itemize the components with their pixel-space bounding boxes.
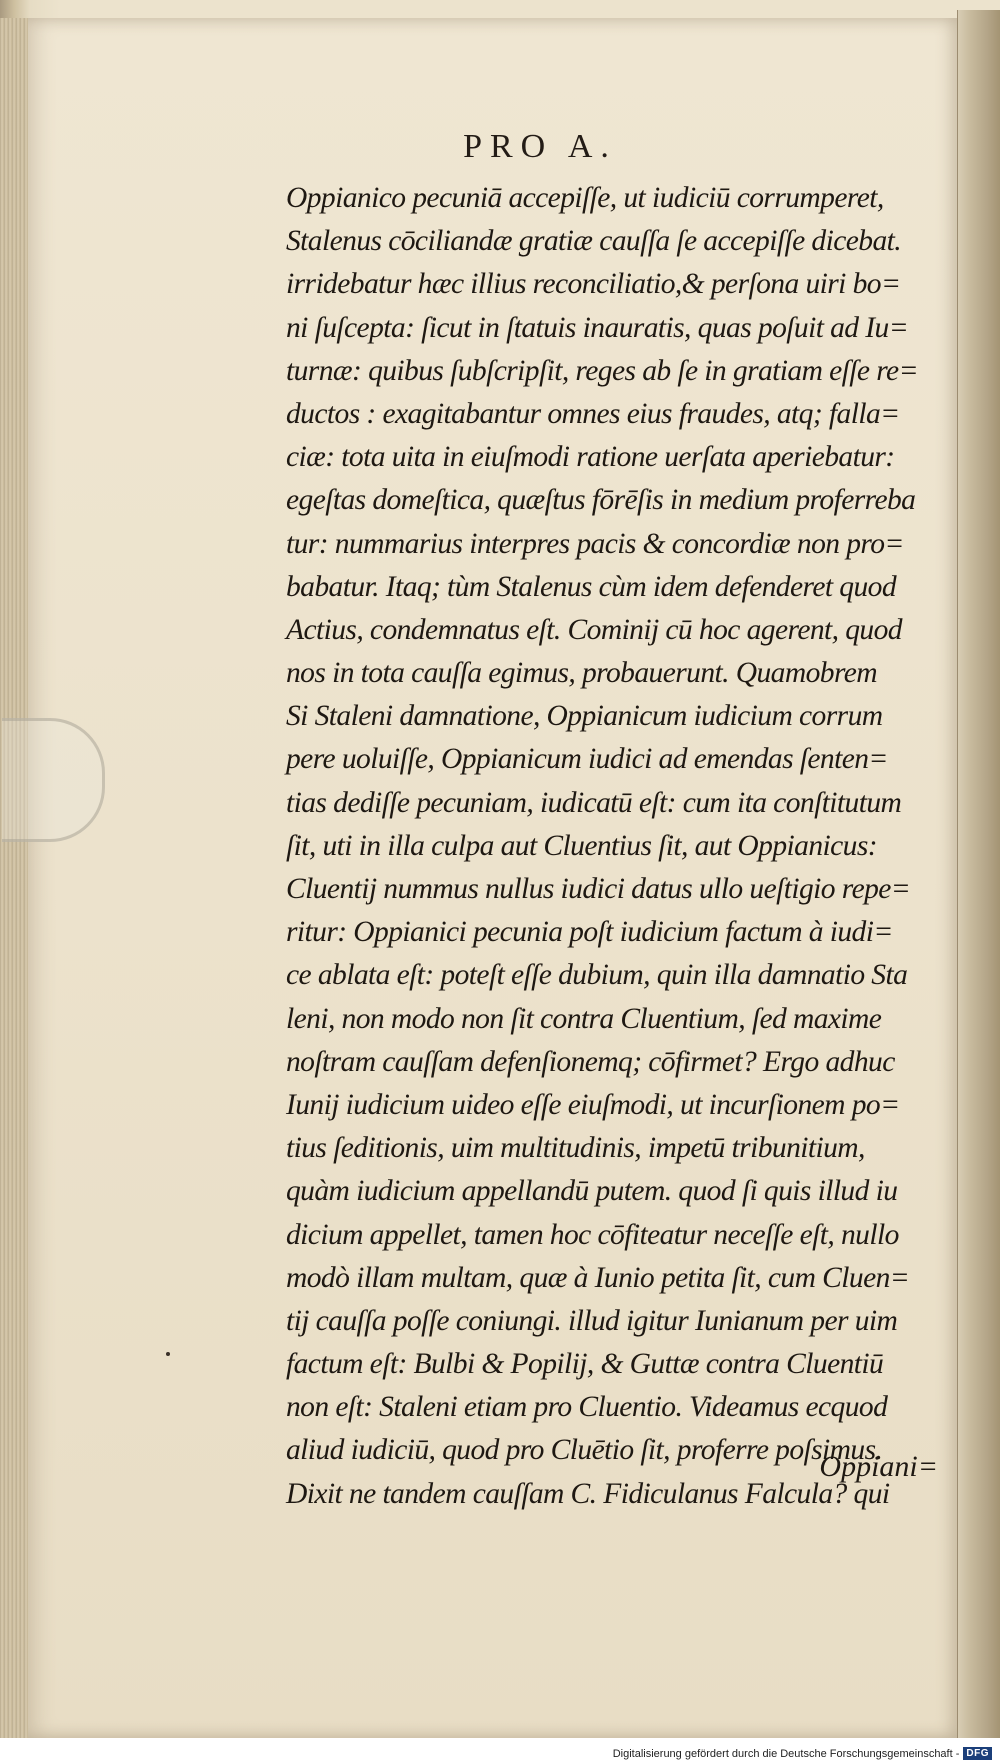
text-line: tius ſeditionis, uim multitudinis, impetū tribunitium, <box>286 1131 865 1165</box>
text-line: ce ablata eſt: poteſt eſſe dubium, quin illa damnatio Sta <box>286 958 908 992</box>
text-line: Oppianico pecuniā accepiſſe, ut iudiciū corrumperet, <box>286 181 884 214</box>
text-line: ni ſuſcepta: ſicut in ſtatuis inauratis, quas poſuit ad Iu= <box>286 310 909 344</box>
page-edge-left <box>0 18 31 1738</box>
text-line: dicium appellet, tamen hoc cōfiteatur neceſſe eſt, nullo <box>286 1217 899 1251</box>
footer-strip <box>0 1738 1000 1764</box>
text-line: quàm iudicium appellandū putem. quod ſi quis illud iu <box>286 1174 898 1208</box>
text-line: ductos : exagitabantur omnes eius fraudes, atq; falla= <box>286 396 900 430</box>
text-line: pere uoluiſſe, Oppianicum iudici ad emendas ſenten= <box>286 742 888 776</box>
book-clasp <box>2 718 105 842</box>
text-line: babatur. Itaq; tùm Stalenus cùm idem defenderet quod <box>286 569 897 603</box>
text-line: nos in tota cauſſa egimus, probauerunt. Quamobrem <box>286 656 878 690</box>
body-text <box>286 176 956 1515</box>
text-line: egeſtas domeſtica, quæſtus fōrēſis in medium proferreba <box>286 483 916 517</box>
text-line: ritur: Oppianici pecunia poſt iudicium factum à iudi= <box>286 915 893 949</box>
text-line: aliud iudiciū, quod pro Cluētio ſit, proferre poſsimus. <box>286 1433 883 1467</box>
catchword: Oppiani= <box>819 1450 938 1483</box>
text-line: turnæ: quibus ſubſcripſit, reges ab ſe in gratiam eſſe re= <box>286 353 918 387</box>
text-line: Si Staleni damnatione, Oppianicum iudicium corrum <box>286 699 883 733</box>
text-line: leni, non modo non ſit contra Cluentium, ſed maxime <box>286 1001 882 1035</box>
text-line: noſtram cauſſam defenſionemq; cōfirmet? Ergo adhuc <box>286 1044 895 1078</box>
dfg-logo: DFG <box>963 1747 992 1760</box>
text-line: Stalenus cōciliandæ gratiæ cauſſa ſe accepiſſe dicebat. <box>286 224 902 258</box>
text-line: Dixit ne tandem cauſſam C. Fidiculanus Falcula? qui <box>286 1476 890 1510</box>
ink-speck <box>166 1352 170 1356</box>
credit-text: Digitalisierung gefördert durch die Deutsche Forschungsgemeinschaft - <box>612 1747 960 1760</box>
text-line: Actius, condemnatus eſt. Cominij cū hoc agerent, quod <box>286 612 902 646</box>
text-line: ſit, uti in illa culpa aut Cluentius ſit, aut Oppianicus: <box>286 828 878 862</box>
text-line: tur: nummarius interpres pacis & concordiæ non pro= <box>286 526 904 560</box>
text-line: factum eſt: Bulbi & Popilij, & Guttæ contra Cluentiū <box>286 1347 884 1381</box>
digitization-credit <box>613 1747 992 1760</box>
running-header: PRO A. <box>463 128 617 165</box>
page-edge-right <box>957 10 1000 1750</box>
text-line: irridebatur hæc illius reconciliatio,& perſona uiri bo= <box>286 267 901 301</box>
text-line: modò illam multam, quæ à Iunio petita ſit, cum Cluen= <box>286 1260 910 1294</box>
text-line: Cluentij nummus nullus iudici datus ullo ueſtigio repe= <box>286 872 911 905</box>
text-line: non eſt: Staleni etiam pro Cluentio. Videamus ecquod <box>286 1390 888 1424</box>
text-line: Iunij iudicium uideo eſſe eiuſmodi, ut incurſionem po= <box>286 1087 900 1121</box>
text-line: ciæ: tota uita in eiuſmodi ratione uerſata aperiebatur: <box>286 440 895 474</box>
text-line: tias dediſſe pecuniam, iudicatū eſt: cum ita conſtitutum <box>286 785 902 819</box>
text-line: tij cauſſa poſſe coniungi. illud igitur Iunianum per uim <box>286 1303 898 1337</box>
